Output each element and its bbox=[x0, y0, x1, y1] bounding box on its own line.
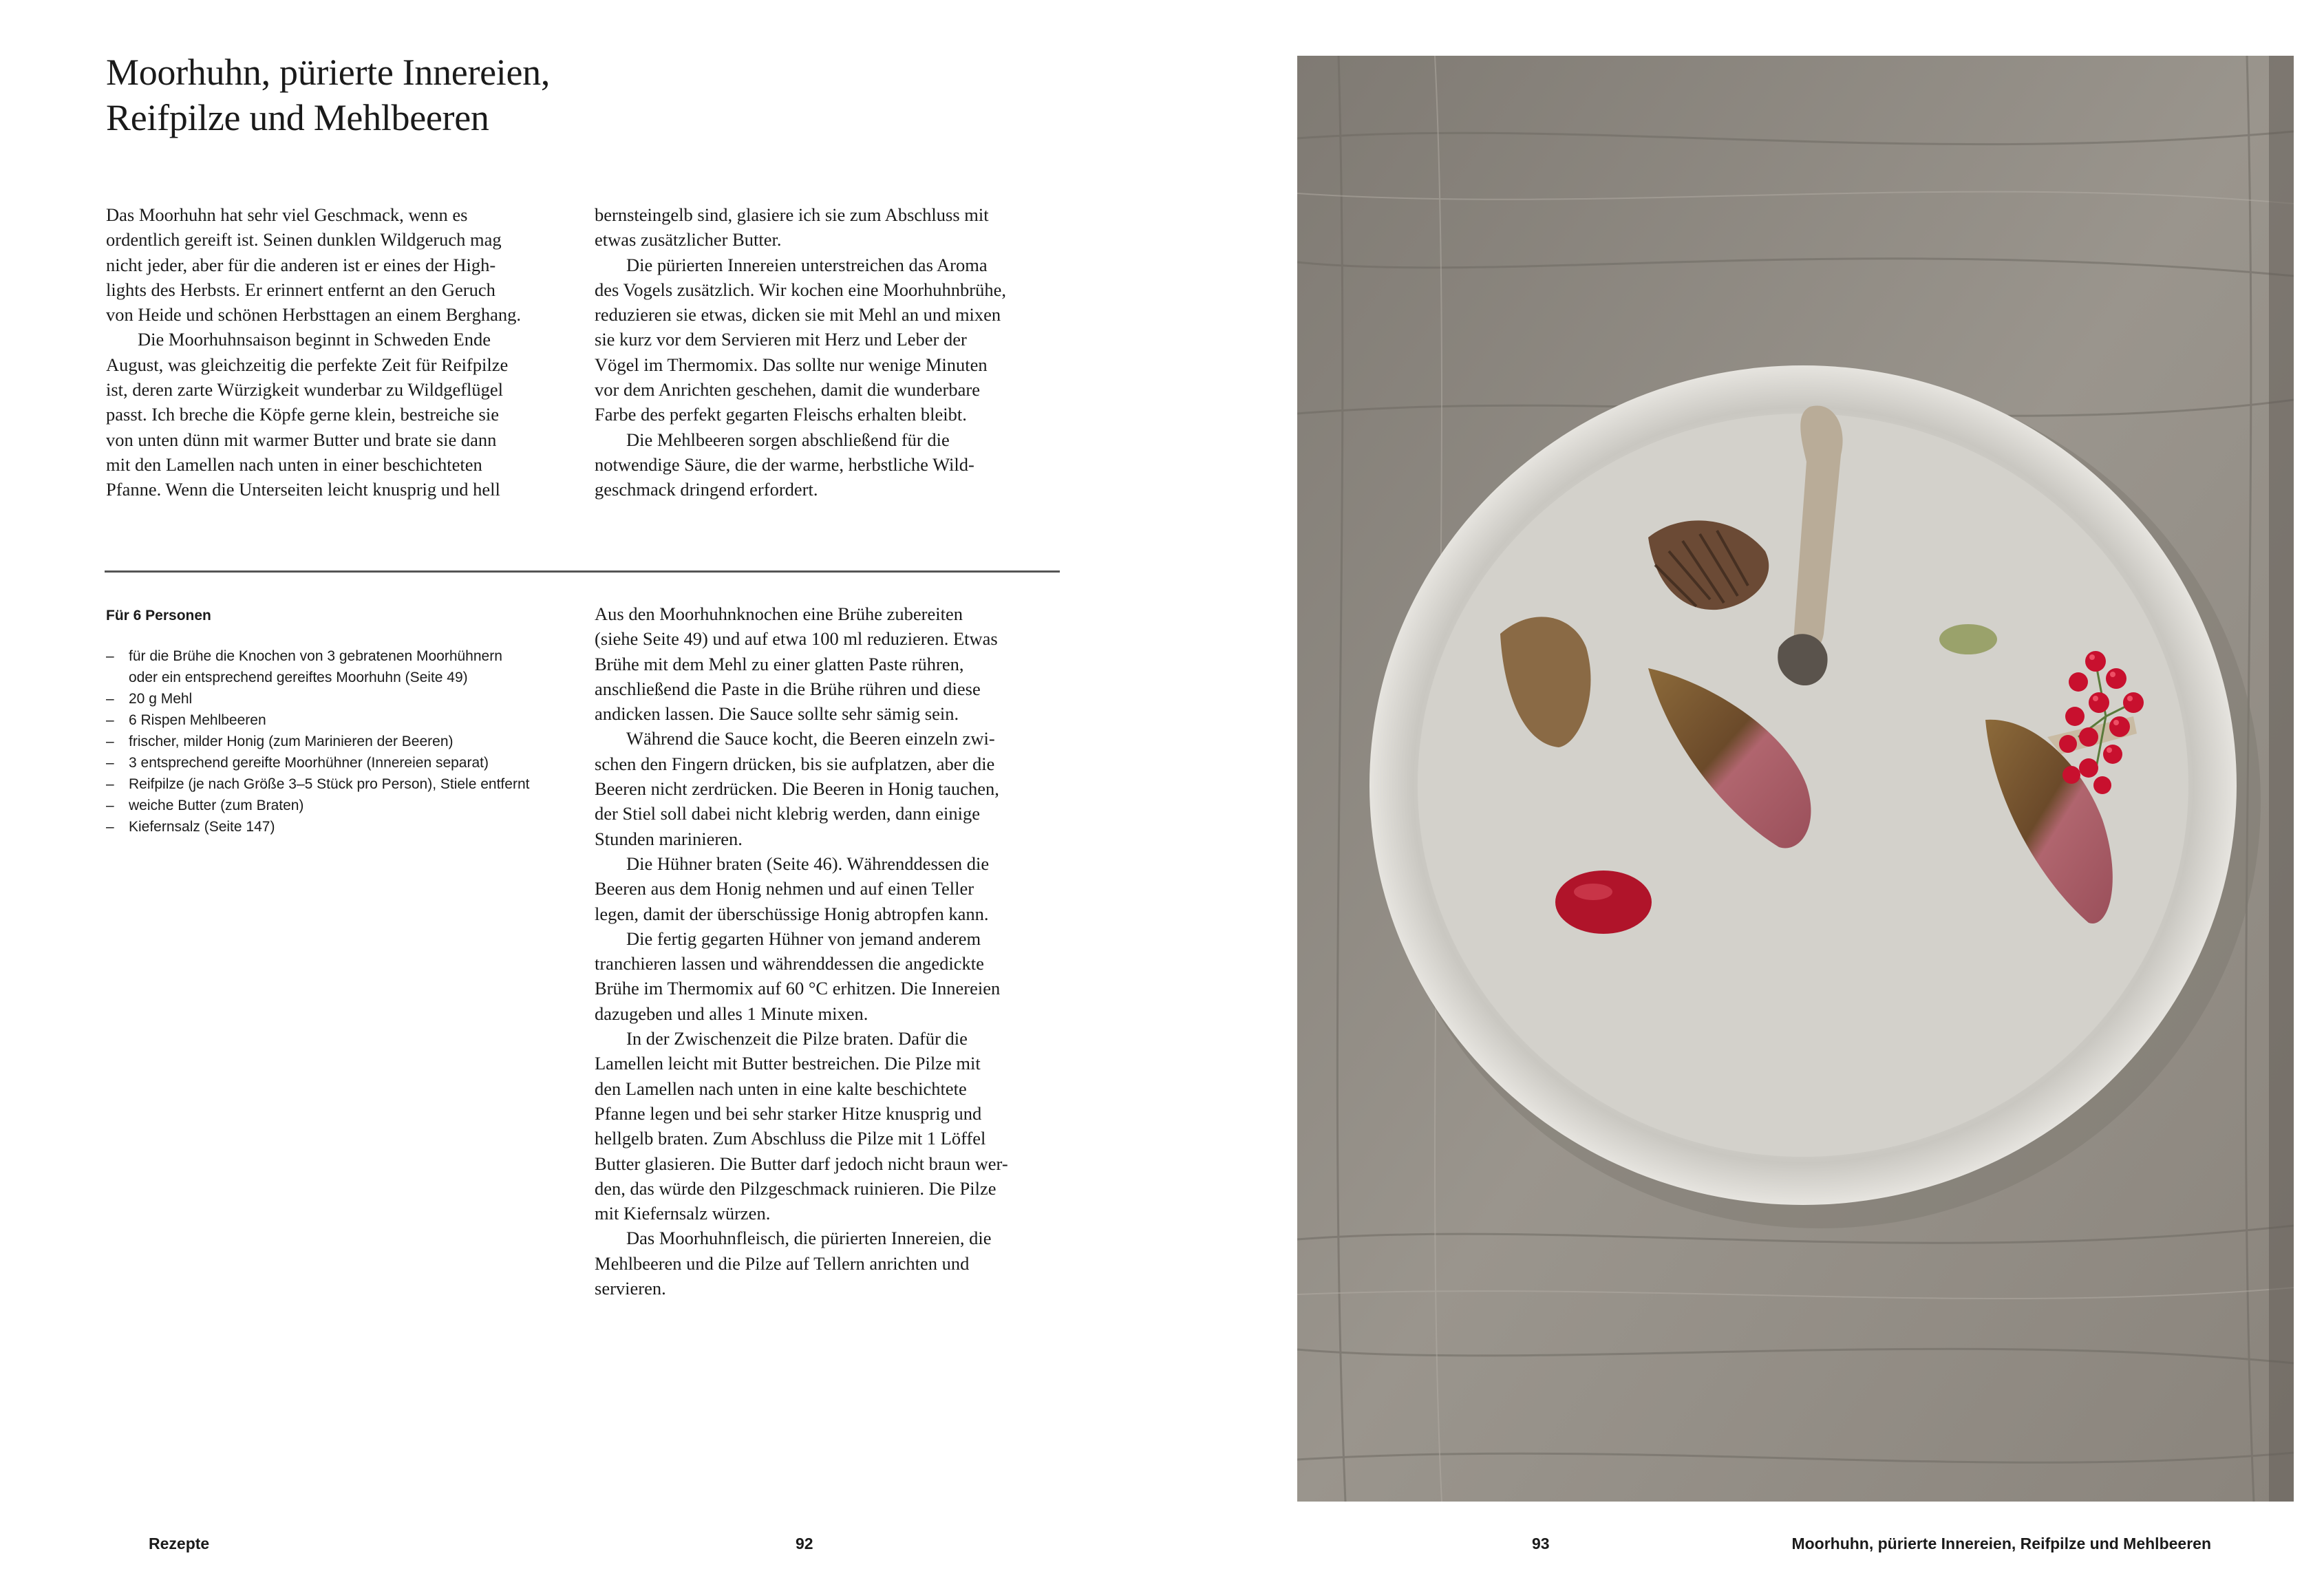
footer-recipe-label: Moorhuhn, pürierte Innereien, Reifpilze und Mehlbeeren bbox=[1791, 1535, 2211, 1552]
ingredient-item bbox=[106, 795, 581, 816]
ingredient-text: 20 g Mehl bbox=[129, 691, 193, 707]
text-line: August, was gleichzeitig die perfekte Zeit für Reifpilze bbox=[106, 354, 509, 375]
text-line: dazugeben und alles 1 Minute mixen. bbox=[595, 1003, 868, 1024]
footer-section-label: Rezepte bbox=[149, 1535, 210, 1552]
text-line: etwas zusätzlicher Butter. bbox=[595, 229, 782, 250]
ingredient-list bbox=[106, 645, 581, 837]
ingredient-item bbox=[106, 688, 581, 709]
text-line: Farbe des perfekt gegarten Fleischs erhalten bleibt. bbox=[595, 404, 967, 425]
text-line: Stunden marinieren. bbox=[595, 828, 743, 849]
ingredient-item bbox=[106, 752, 581, 773]
text-line: Pfanne. Wenn die Unterseiten leicht knusprig und hell bbox=[106, 479, 500, 500]
text-line: von Heide und schönen Herbsttagen an einem Berghang. bbox=[106, 304, 521, 325]
text-line: ist, deren zarte Würzigkeit wunderbar zu Wildgeflügel bbox=[106, 379, 504, 401]
list-dash: – bbox=[106, 776, 114, 792]
text-line: sie kurz vor dem Servieren mit Herz und Leber der bbox=[595, 329, 967, 350]
list-dash: – bbox=[106, 734, 114, 749]
text-line: anschließend die Paste in die Brühe rühren und diese bbox=[595, 678, 981, 699]
text-line: Lamellen leicht mit Butter bestreichen. Die Pilze mit bbox=[595, 1053, 981, 1074]
text-line: Brühe im Thermomix auf 60 °C erhitzen. Die Innereien bbox=[595, 978, 1001, 999]
list-dash: – bbox=[106, 819, 114, 835]
intro-text-left bbox=[106, 202, 581, 502]
list-dash: – bbox=[106, 648, 114, 664]
ingredient-text: weiche Butter (zum Braten) bbox=[129, 798, 304, 813]
text-line: In der Zwischenzeit die Pilze braten. Dafür die bbox=[626, 1028, 968, 1049]
text-line: passt. Ich breche die Köpfe gerne klein, bestreiche sie bbox=[106, 404, 499, 425]
text-line: hellgelb braten. Zum Abschluss die Pilze mit 1 Löffel bbox=[595, 1128, 986, 1149]
text-line: den Lamellen nach unten in eine kalte beschichtete bbox=[595, 1078, 967, 1099]
text-line: andicken lassen. Die Sauce sollte sehr sämig sein. bbox=[595, 703, 959, 725]
text-line: Beeren nicht zerdrücken. Die Beeren in Honig tauchen, bbox=[595, 778, 999, 800]
text-line: Die Hühner braten (Seite 46). Währenddessen die bbox=[626, 853, 990, 874]
text-line: Butter glasieren. Die Butter darf jedoch nicht braun wer- bbox=[595, 1153, 1008, 1174]
text-line: geschmack dringend erfordert. bbox=[595, 479, 818, 500]
recipe-title-line: Reifpilze und Mehlbeeren bbox=[106, 97, 489, 138]
text-line: reduzieren sie etwas, dicken sie mit Mehl an und mixen bbox=[595, 304, 1001, 325]
intro-text-right bbox=[595, 202, 1076, 502]
text-line: der Stiel soll dabei nicht klebrig werden, dann einige bbox=[595, 803, 981, 824]
servings-heading: Für 6 Personen bbox=[106, 608, 211, 623]
dish-illustration bbox=[1297, 56, 2294, 1502]
text-line: den, das würde den Pilzgeschmack ruinieren. Die Pilze bbox=[595, 1177, 996, 1199]
text-line: Die Moorhuhnsaison beginnt in Schweden Ende bbox=[138, 329, 491, 350]
list-dash: – bbox=[106, 712, 114, 728]
ingredient-text: Kiefernsalz (Seite 147) bbox=[129, 819, 275, 835]
text-line: lights des Herbsts. Er erinnert entfernt an den Geruch bbox=[106, 279, 495, 300]
text-line: Brühe mit dem Mehl zu einer glatten Paste rühren, bbox=[595, 653, 964, 674]
text-line: Aus den Moorhuhnknochen eine Brühe zubereiten bbox=[595, 604, 963, 624]
text-line: vor dem Anrichten geschehen, damit die wunderbare bbox=[595, 379, 980, 401]
text-line: mit Kiefernsalz würzen. bbox=[595, 1203, 771, 1224]
ingredient-text: 3 entsprechend gereifte Moorhühner (Innereien separat) bbox=[129, 755, 489, 771]
text-line: Pfanne legen und bei sehr starker Hitze knusprig und bbox=[595, 1102, 982, 1124]
ingredient-item bbox=[106, 645, 581, 667]
section-divider bbox=[105, 570, 1060, 573]
list-dash: – bbox=[106, 755, 114, 771]
method-text bbox=[595, 601, 1076, 1301]
text-line: tranchieren lassen und währenddessen die angedickte bbox=[595, 953, 984, 974]
ingredient-text: frischer, milder Honig (zum Marinieren der Beeren) bbox=[129, 734, 454, 749]
text-line: bernsteingelb sind, glasiere ich sie zum Abschluss mit bbox=[595, 204, 989, 225]
list-dash: – bbox=[106, 691, 114, 707]
page-number-right: 93 bbox=[1532, 1535, 1550, 1552]
page-number-left: 92 bbox=[796, 1535, 813, 1552]
ingredient-item bbox=[106, 773, 581, 795]
recipe-title bbox=[106, 50, 629, 140]
text-line: servieren. bbox=[595, 1278, 666, 1299]
text-line: Die pürierten Innereien unterstreichen das Aroma bbox=[626, 254, 988, 275]
text-line: schen den Fingern drücken, bis sie aufplatzen, aber die bbox=[595, 753, 995, 774]
text-line: Beeren aus dem Honig nehmen und auf einen Teller bbox=[595, 878, 974, 899]
text-line: legen, damit der überschüssige Honig abtropfen kann. bbox=[595, 903, 989, 924]
ingredient-item bbox=[106, 731, 581, 752]
ingredient-text: oder ein entsprechend gereiftes Moorhuhn (Seite 49) bbox=[129, 670, 468, 685]
text-line: notwendige Säure, die der warme, herbstliche Wild- bbox=[595, 453, 974, 475]
list-dash: – bbox=[106, 798, 114, 813]
dish-photo bbox=[1297, 56, 2294, 1502]
text-line: ordentlich gereift ist. Seinen dunklen Wildgeruch mag bbox=[106, 229, 502, 250]
text-line: von unten dünn mit warmer Butter und brate sie dann bbox=[106, 429, 497, 450]
ingredient-text: Reifpilze (je nach Größe 3–5 Stück pro Person), Stiele entfernt bbox=[129, 776, 530, 792]
text-line: des Vogels zusätzlich. Wir kochen eine Moorhuhnbrühe, bbox=[595, 279, 1006, 300]
ingredient-item bbox=[106, 709, 581, 731]
text-line: Mehlbeeren und die Pilze auf Tellern anrichten und bbox=[595, 1252, 970, 1274]
text-line: (siehe Seite 49) und auf etwa 100 ml reduzieren. Etwas bbox=[595, 628, 998, 650]
recipe-title-line: Moorhuhn, pürierte Innereien, bbox=[106, 52, 551, 93]
ingredient-text: 6 Rispen Mehlbeeren bbox=[129, 712, 266, 728]
text-line: Die Mehlbeeren sorgen abschließend für die bbox=[626, 429, 950, 450]
text-line: Während die Sauce kocht, die Beeren einzeln zwi- bbox=[626, 728, 995, 749]
ingredient-item bbox=[106, 816, 581, 837]
text-line: nicht jeder, aber für die anderen ist er eines der High- bbox=[106, 254, 496, 275]
text-line: Das Moorhuhnfleisch, die pürierten Innereien, die bbox=[626, 1228, 992, 1249]
ingredient-text: für die Brühe die Knochen von 3 gebratenen Moorhühnern bbox=[129, 648, 502, 664]
text-line: Die fertig gegarten Hühner von jemand anderem bbox=[626, 928, 981, 949]
text-line: Vögel im Thermomix. Das sollte nur wenige Minuten bbox=[595, 354, 988, 375]
ingredient-item-continuation bbox=[106, 667, 581, 688]
text-line: Das Moorhuhn hat sehr viel Geschmack, wenn es bbox=[106, 204, 468, 225]
text-line: mit den Lamellen nach unten in einer beschichteten bbox=[106, 453, 482, 475]
